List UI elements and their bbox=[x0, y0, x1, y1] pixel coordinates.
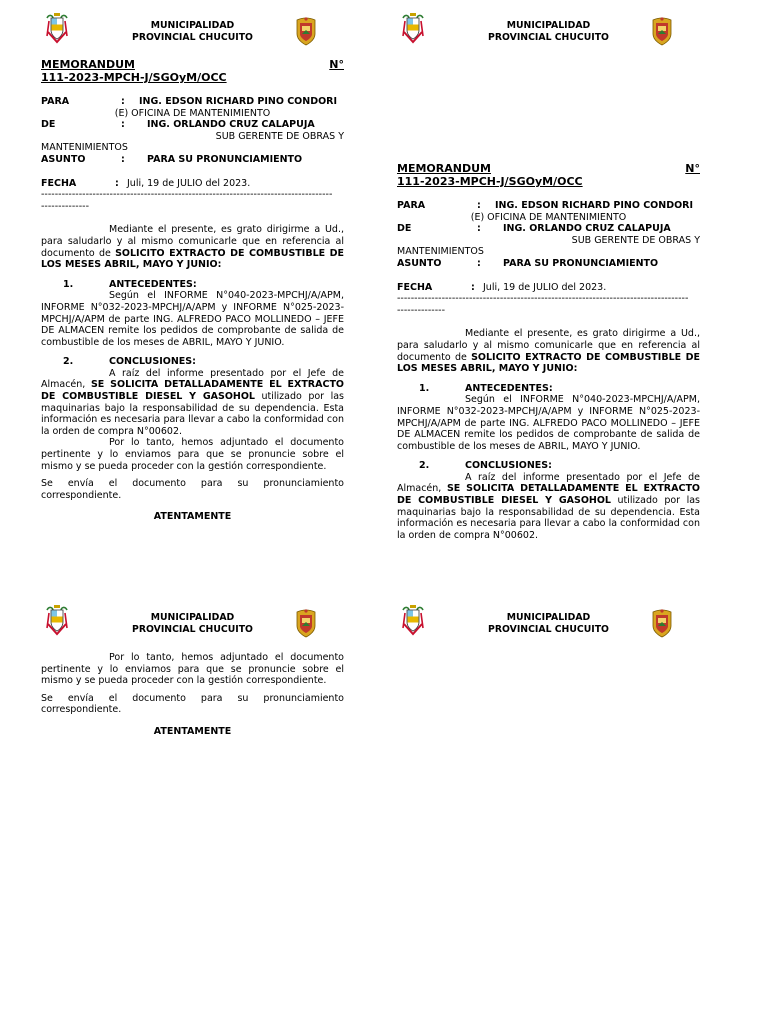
memo-page-1 bbox=[41, 12, 344, 523]
para-sub: (E) OFICINA DE MANTENIMIENTO bbox=[114, 107, 271, 119]
letterhead bbox=[397, 12, 700, 50]
de-sub-2: MANTENIMIENTOS bbox=[41, 142, 128, 154]
conclusiones-text: A raíz del informe presentado por el Jefe de Almacén, SE SOLICITA DETALLADAMENTE EL EXTRACTO DE COMBUSTIBLE DIESEL Y GASOHOL utilizado por las maquinarias bajo la responsabilidad de su dependencia. Esta información es necesaria para llevar a cabo la conformidad con la orden de compra N°00602. bbox=[397, 471, 701, 541]
letterhead bbox=[397, 604, 700, 642]
peru-coat-of-arms-icon bbox=[45, 604, 69, 636]
por-lo-tanto-paragraph: Por lo tanto, hemos adjuntado el documento pertinente y lo enviamos para que se pronuncie sobre el mismo y se pueda proceder con la gestión correspondiente. bbox=[41, 652, 344, 687]
memo-page-2 bbox=[397, 12, 700, 541]
fecha-field: FECHA : Juli, 19 de JULIO del 2023. bbox=[41, 177, 251, 189]
peru-coat-of-arms-icon bbox=[401, 604, 425, 636]
divider: ------------------------------------------------------------------------------------- bbox=[41, 189, 333, 201]
chucuito-shield-icon bbox=[650, 16, 674, 46]
conclusiones-heading: 2. CONCLUSIONES: bbox=[419, 460, 552, 472]
peru-coat-of-arms-icon bbox=[45, 12, 69, 44]
divider-tail: -------------- bbox=[397, 304, 445, 316]
memo-page-3 bbox=[41, 604, 344, 738]
de-sub-2: MANTENIMIENTOS bbox=[397, 246, 484, 258]
se-envia-paragraph: Se envía el documento para su pronunciamiento correspondiente. bbox=[41, 692, 344, 716]
memo-title: MEMORANDUM N° 111-2023-MPCH-J/SGOyM/OCC bbox=[41, 58, 344, 84]
chucuito-shield-icon bbox=[650, 608, 674, 638]
antecedentes-text: Según el INFORME N°040-2023-MPCHJ/A/APM, INFORME N°032-2023-MPCHJ/A/APM y INFORME N°025-2023-MPCHJ/A/APM de parte ING. ALFREDO PACO MOLLINEDO – JEFE DE ALMACEN remite los pedidos de comprobante de salida de combustible de los meses de ABRIL, MAYO Y JUNIO. bbox=[397, 394, 700, 452]
intro-paragraph: Mediante el presente, es grato dirigirme a Ud., para saludarlo y al mismo comunicarle que en referencia al documento de SOLICITO EXTRACTO DE COMBUSTIBLE DE LOS MESES ABRIL, MAYO Y JUNIO: bbox=[41, 224, 344, 271]
intro-paragraph: Mediante el presente, es grato dirigirme a Ud., para saludarlo y al mismo comunicarle que en referencia al documento de SOLICITO EXTRACTO DE COMBUSTIBLE DE LOS MESES ABRIL, MAYO Y JUNIO: bbox=[397, 328, 700, 375]
se-envia-paragraph: Se envía el documento para su pronunciamiento correspondiente. bbox=[41, 478, 344, 501]
closing: ATENTAMENTE bbox=[153, 725, 232, 737]
fecha-field: FECHA : Juli, 19 de JULIO del 2023. bbox=[397, 281, 607, 293]
divider-tail: -------------- bbox=[41, 200, 89, 212]
letterhead bbox=[41, 12, 344, 50]
institution-name: MUNICIPALIDAD PROVINCIAL CHUCUITO bbox=[488, 612, 609, 635]
de-sub: SUB GERENTE DE OBRAS Y bbox=[571, 234, 700, 246]
letterhead bbox=[41, 604, 344, 642]
peru-coat-of-arms-icon bbox=[401, 12, 425, 44]
por-lo-tanto-paragraph: Por lo tanto, hemos adjuntado el documento pertinente y lo enviamos para que se pronuncie sobre el mismo y se pueda proceder con la gestión correspondiente. bbox=[41, 437, 344, 472]
de-field: DE : ING. ORLANDO CRUZ CALAPUJA bbox=[397, 223, 671, 235]
antecedentes-heading: 1. ANTECEDENTES: bbox=[419, 382, 553, 394]
memo-page-4 bbox=[397, 604, 700, 642]
institution-name: MUNICIPALIDAD PROVINCIAL CHUCUITO bbox=[132, 612, 253, 635]
asunto-field: ASUNTO : PARA SU PRONUNCIAMIENTO bbox=[41, 153, 303, 165]
para-sub: (E) OFICINA DE MANTENIMIENTO bbox=[470, 211, 627, 223]
antecedentes-text: Según el INFORME N°040-2023-MPCHJ/A/APM, INFORME N°032-2023-MPCHJ/A/APM y INFORME N°025-2023-MPCHJ/A/APM de parte ING. ALFREDO PACO MOLLINEDO – JEFE DE ALMACEN remite los pedidos de comprobante de salida de combustible de los meses de ABRIL, MAYO Y JUNIO. bbox=[41, 290, 344, 348]
closing: ATENTAMENTE bbox=[153, 511, 232, 523]
divider: ------------------------------------------------------------------------------------- bbox=[397, 293, 689, 305]
de-field: DE : ING. ORLANDO CRUZ CALAPUJA bbox=[41, 119, 315, 131]
institution-name: MUNICIPALIDAD PROVINCIAL CHUCUITO bbox=[132, 20, 253, 43]
antecedentes-heading: 1. ANTECEDENTES: bbox=[63, 278, 197, 290]
para-field: PARA : ING. EDSON RICHARD PINO CONDORI bbox=[41, 96, 338, 107]
institution-name: MUNICIPALIDAD PROVINCIAL CHUCUITO bbox=[488, 20, 609, 43]
de-sub: SUB GERENTE DE OBRAS Y bbox=[215, 130, 344, 142]
memo-title: MEMORANDUM N° 111-2023-MPCH-J/SGOyM/OCC bbox=[397, 162, 700, 188]
chucuito-shield-icon bbox=[294, 608, 318, 638]
chucuito-shield-icon bbox=[294, 16, 318, 46]
conclusiones-text: A raíz del informe presentado por el Jefe de Almacén, SE SOLICITA DETALLADAMENTE EL EXTRACTO DE COMBUSTIBLE DIESEL Y GASOHOL utilizado por las maquinarias bajo la responsabilidad de su dependencia. Esta información es necesaria para llevar a cabo la conformidad con la orden de compra N°00602. bbox=[41, 367, 345, 437]
asunto-field: ASUNTO : PARA SU PRONUNCIAMIENTO bbox=[397, 257, 659, 269]
conclusiones-heading: 2. CONCLUSIONES: bbox=[63, 356, 196, 368]
para-field: PARA : ING. EDSON RICHARD PINO CONDORI bbox=[397, 200, 694, 211]
